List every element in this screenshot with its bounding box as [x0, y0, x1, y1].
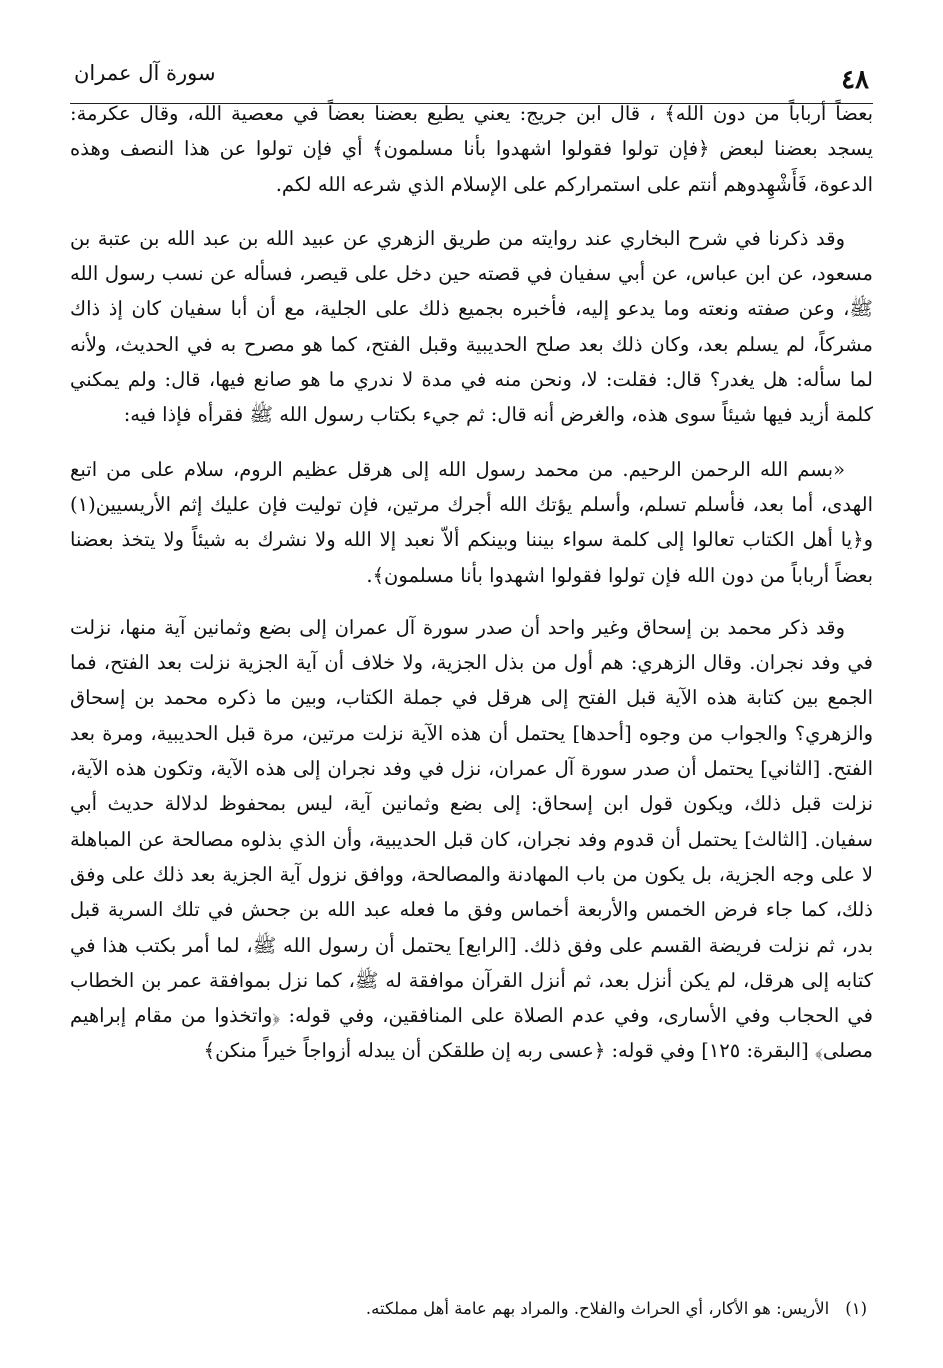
running-title: سورة آل عمران [74, 61, 216, 85]
paragraph-gap [70, 593, 873, 610]
body-text [70, 96, 873, 1069]
paragraph-najran-discussion: وقد ذكر محمد بن إسحاق وغير واحد أن صدر سورة آل عمران إلى بضع وثمانين آية منها، نزلت في وفد نجران. وقال الزهري: هم أول من بذل الجزية، ولا خلاف أن آية الجزية نزلت بعد الفتح، فما الجمع بين كتابة هذه الآية قبل الفتح إلى هرقل في جملة الكتاب، وبين ما ذكره محمد بن إسحاق والزهري؟ والجواب من وجوه [أحدها] يحتمل أن هذه الآية نزلت مرتين، مرة قبل الحديبية، ومرة بعد الفتح. [الثاني] يحتمل أن صدر سورة آل عمران، نزل في وفد نجران إلى هذه الآية، وتكون هذه الآية، نزلت قبل ذلك، ويكون قول ابن إسحاق: إلى بضع وثمانين آية، ليس بمحفوظ لدلالة حديث أبي سفيان. [الثالث] يحتمل أن قدوم وفد نجران، كان قبل الحديبية، وأن الذي بذلوه مصالحة عن المباهلة لا على وجه الجزية، بل يكون من باب المهادنة والمصالحة، ووافق نزول آية الجزية بعد ذلك على وفق ذلك، كما جاء فرض الخمس والأربعة أخماس وفق ما فعله عبد الله بن جحش في تلك السرية قبل بدر، ثم نزلت فريضة القسم على وفق ذلك. [الرابع] يحتمل أن رسول الله ﷺ، لما أمر بكتب هذا في كتابه إلى هرقل، لم يكن أنزل بعد، ثم أنزل القرآن موافقة له ﷺ، كما نزل بموافقة عمر بن الخطاب في الحجاب وفي الأسارى، وفي عدم الصلاة على المنافقين، وفي قوله: ﴿واتخذوا من مقام إبراهيم مصلى﴾ [البقرة: ١٢٥] وفي قوله: ﴿عسى ربه إن طلقكن أن يبدله أزواجاً خيراً منكن﴾ [70, 615, 873, 1063]
footnote-marker: (١) [845, 1299, 867, 1318]
paragraph-gap [70, 433, 873, 452]
page-number: ٤٨ [841, 65, 869, 95]
footnote-text: الأريس: هو الأكار، أي الحراث والفلاح. والمراد بهم عامة أهل مملكته. [365, 1299, 830, 1318]
paragraph-continuation: بعضاً أرباباً من دون الله﴾ ، قال ابن جريج: يعني يطيع بعضنا بعضاً في معصية الله، وقال عكرمة: يسجد بعضنا لبعض ﴿فإن تولوا فقولوا اشهدوا بأنا مسلمون﴾ أي فإن تولوا عن هذا النصف وهذه الدعوة، فَأَشْهِدوهم أنتم على استمراركم على الإسلام الذي شرعه الله لكم. [70, 102, 873, 196]
paragraph-letter-to-heraclius: «بسم الله الرحمن الرحيم. من محمد رسول الله إلى هرقل عظيم الروم، سلام على من اتبع الهدى، أما بعد، فأسلم تسلم، وأسلم يؤتك الله أجرك مرتين، فإن توليت فإن عليك إثم الأريسيين(١) و﴿يا أهل الكتاب تعالوا إلى كلمة سواء بيننا وبينكم ألاّ نعبد إلا الله ولا نشرك به شيئاً ولا يتخذ بعضنا بعضاً أرباباً من دون الله فإن تولوا فقولوا اشهدوا بأنا مسلمون﴾. [70, 457, 873, 587]
paragraph-bukhari-narration: وقد ذكرنا في شرح البخاري عند روايته من طريق الزهري عن عبيد الله بن عبد الله بن عتبة بن مسعود، عن ابن عباس، عن أبي سفيان في قصته حين دخل على قيصر، فسأله عن نسب رسول الله ﷺ، وعن صفته ونعته وما يدعو إليه، فأخبره بجميع ذلك على الجلية، مع أن أبا سفيان كان إذ ذاك مشركاً، لم يسلم بعد، وكان ذلك بعد صلح الحديبية وقبل الفتح، كما هو مصرح به في الحديث، ولأنه لما سأله: هل يغدر؟ قال: فقلت: لا، ونحن منه في مدة لا ندري ما هو صانع فيها، قال: ولم يمكني كلمة أزيد فيها شيئاً سوى هذه، والغرض أنه قال: ثم جيء بكتاب رسول الله ﷺ فقرأه فإذا فيه: [70, 226, 873, 427]
paragraph-gap [70, 202, 873, 221]
footnote [70, 1297, 873, 1321]
